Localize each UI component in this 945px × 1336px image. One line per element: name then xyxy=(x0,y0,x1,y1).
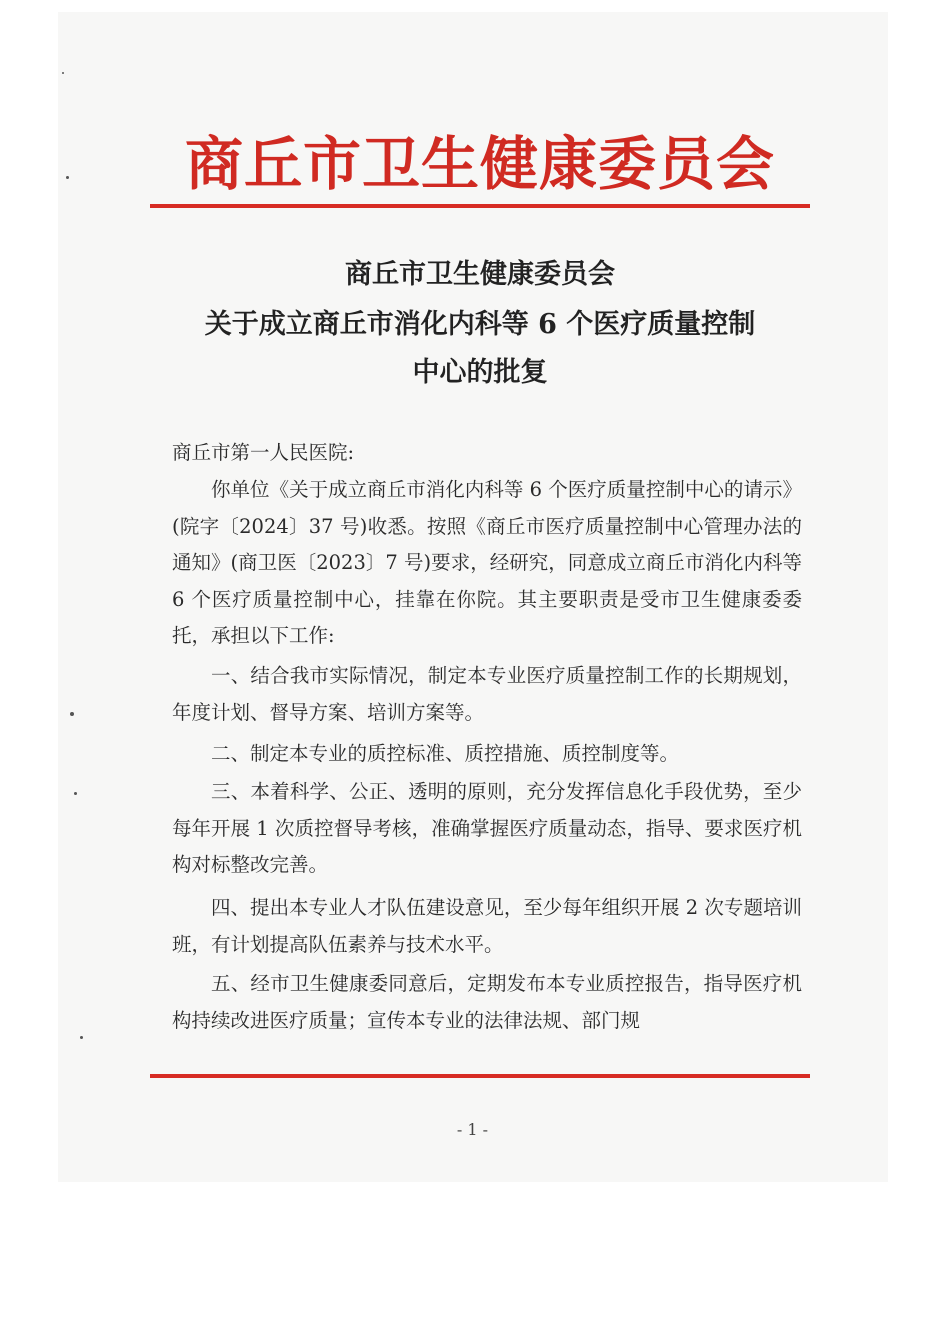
document-title-line-1: 商丘市卫生健康委员会 xyxy=(345,259,615,290)
addressee: 商丘市第一人民医院: xyxy=(172,441,355,464)
document-title-line-2: 关于成立商丘市消化内科等 6 个医疗质量控制 xyxy=(204,309,756,340)
letterhead-title: 商丘市卫生健康委员会 xyxy=(184,130,775,198)
document-title-line-3: 中心的批复 xyxy=(412,357,548,388)
scan-speck xyxy=(80,1036,83,1039)
scan-speck xyxy=(66,176,69,179)
scan-speck xyxy=(74,792,77,795)
body-paragraph-3: 二、制定本专业的质控标准、质控措施、质控制度等。 xyxy=(211,742,680,765)
body-paragraph-5: 四、提出本专业人才队伍建设意见，至少每年组织开展 2 次专题培训班，有计划提高队伍素养与技术水平。 xyxy=(172,896,802,956)
scan-speck xyxy=(70,712,74,716)
body-paragraph-1: 你单位《关于成立商丘市消化内科等 6 个医疗质量控制中心的请示》(院字〔2024〕37 号)收悉。按照《商丘市医疗质量控制中心管理办法的通知》(商卫医〔2023〕7 号)要求，经研究，同意成立商丘市消化内科等 6 个医疗质量控制中心，挂靠在你院。其主要职责是受市卫生健康委委托，承担以下工作: xyxy=(172,478,802,647)
letterhead-red-rule xyxy=(150,204,810,208)
page-number: - 1 - xyxy=(456,1120,489,1139)
footer-red-rule xyxy=(150,1074,810,1078)
scan-speck xyxy=(62,72,64,74)
body-paragraph-2: 一、结合我市实际情况，制定本专业医疗质量控制工作的长期规划，年度计划、督导方案、培训方案等。 xyxy=(172,664,802,724)
body-paragraph-4: 三、本着科学、公正、透明的原则，充分发挥信息化手段优势，至少每年开展 1 次质控督导考核，准确掌握医疗质量动态，指导、要求医疗机构对标整改完善。 xyxy=(172,780,802,876)
body-paragraph-6: 五、经市卫生健康委同意后，定期发布本专业质控报告，指导医疗机构持续改进医疗质量；宣传本专业的法律法规、部门规 xyxy=(172,972,802,1032)
